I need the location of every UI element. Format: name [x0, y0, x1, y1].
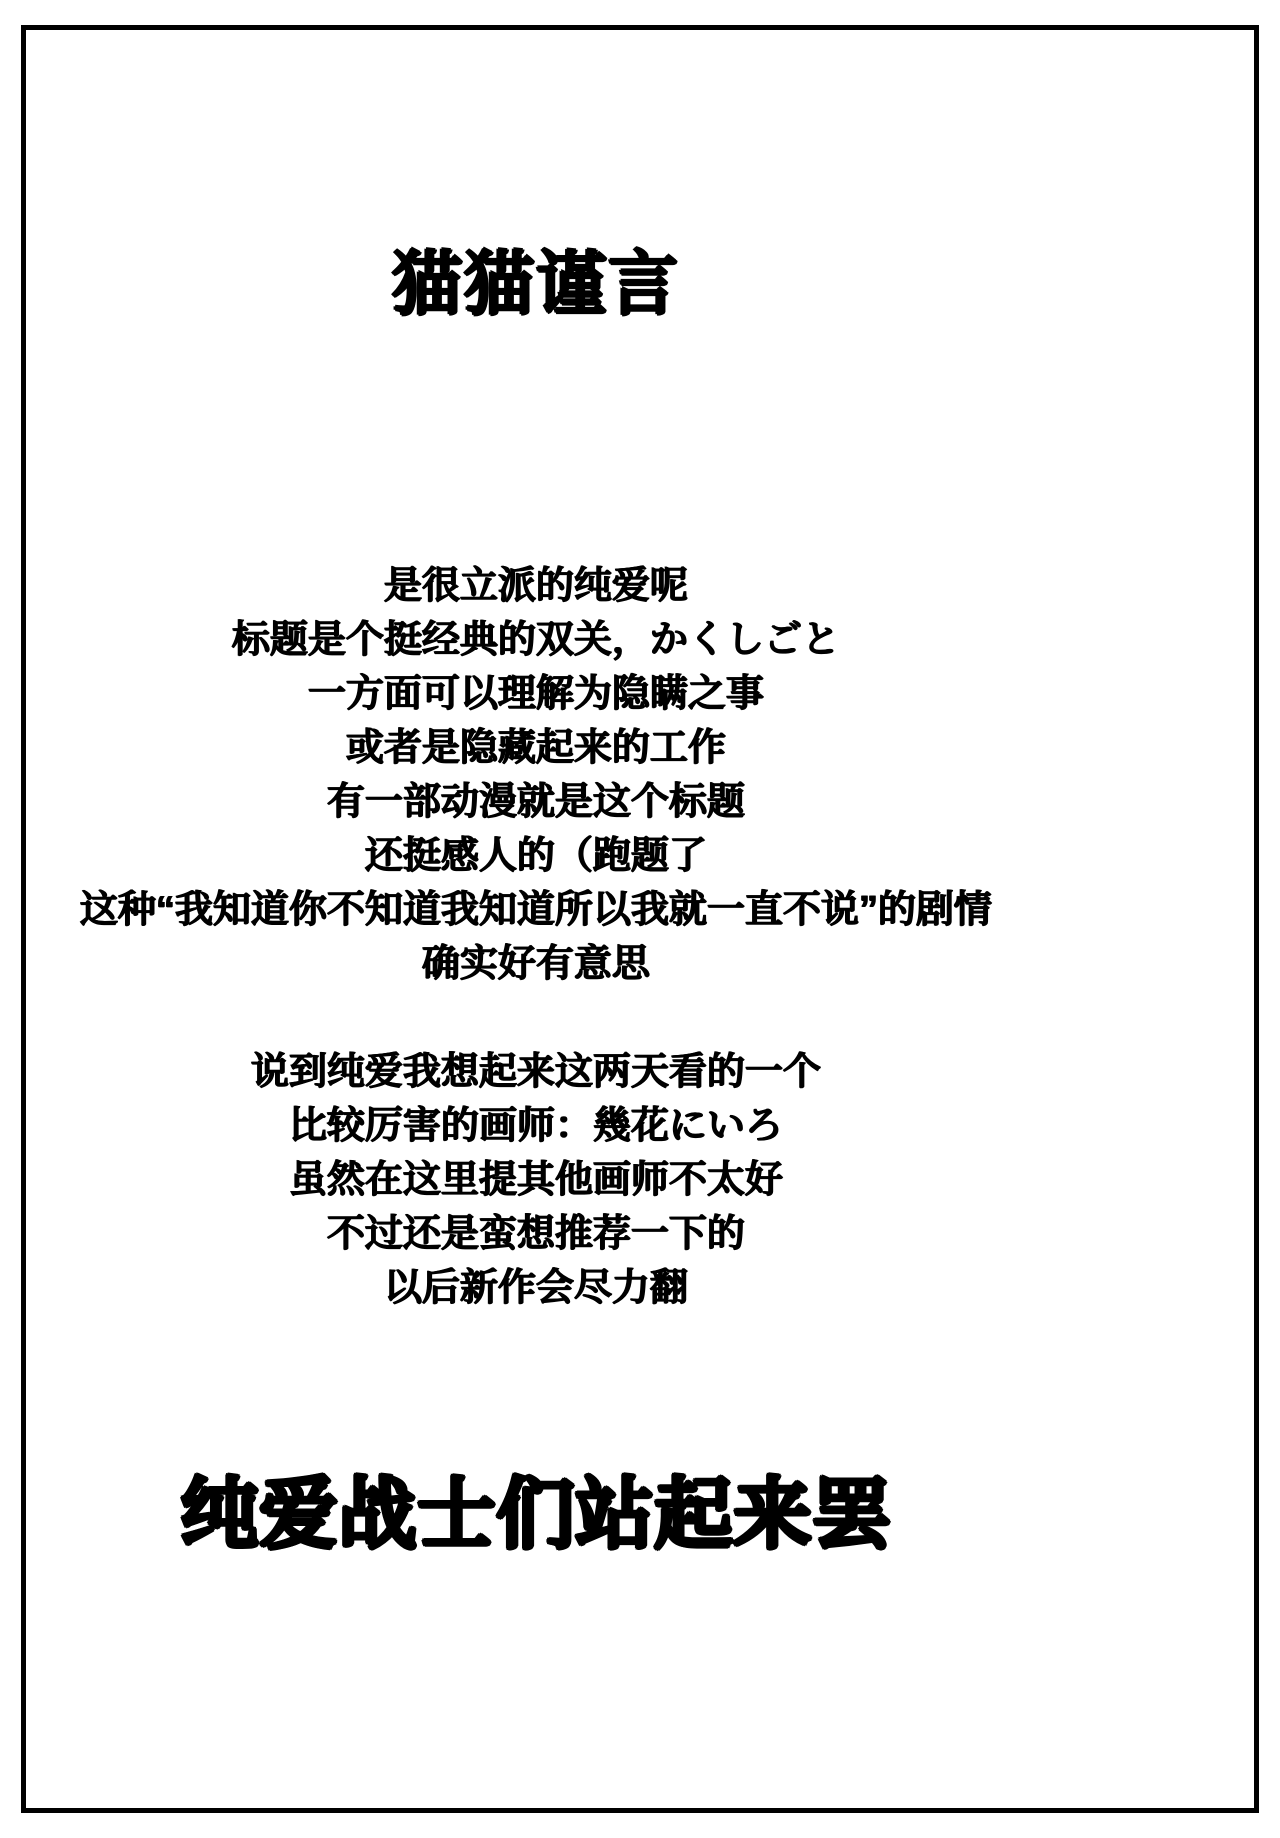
note-line: 这种“我知道你不知道我知道所以我就一直不说”的剧情: [79, 889, 992, 931]
note-line: 不过还是蛮想推荐一下的: [326, 1213, 745, 1255]
note-line: 确实好有意思: [421, 943, 650, 985]
page-title: 猫猫谨言: [392, 245, 680, 323]
note-line: 有一部动漫就是这个标题: [326, 781, 745, 823]
footer-slogan: 纯爱战士们站起来罢: [180, 1470, 892, 1558]
note-line: 还挺感人的（跑题了: [364, 835, 707, 877]
translator-note-page: [21, 0, 1051, 1838]
note-line: 虽然在这里提其他画师不太好: [288, 1159, 783, 1201]
note-line: 比较厉害的画师：幾花にいろ: [288, 1105, 783, 1147]
note-line: 或者是隐藏起来的工作: [345, 727, 726, 769]
note-line: 标题是个挺经典的双关，かくしごと: [231, 619, 840, 661]
note-line: 以后新作会尽力翻: [383, 1267, 688, 1309]
note-line: 是很立派的纯爱呢: [383, 565, 688, 607]
note-line: 说到纯爱我想起来这两天看的一个: [250, 1051, 821, 1093]
note-line: 一方面可以理解为隐瞒之事: [307, 673, 764, 715]
note-paragraph-2: [21, 1045, 1051, 1315]
note-paragraph-1: [21, 559, 1051, 991]
